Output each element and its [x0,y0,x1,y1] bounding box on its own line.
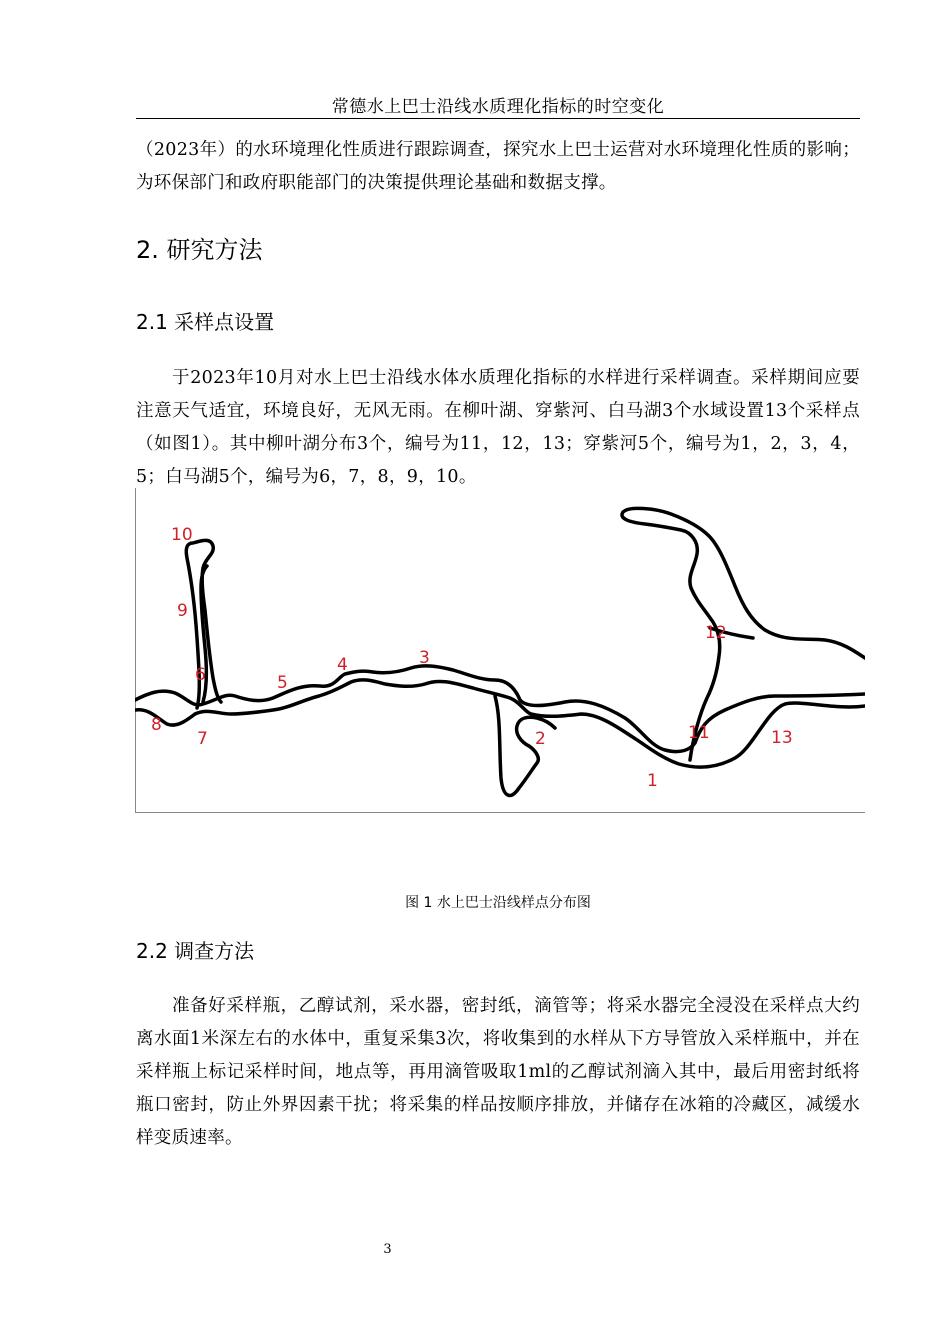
sampling-map-figure [135,488,865,813]
sample-point-9-label: 9 [177,601,188,621]
sample-point-1-label: 1 [647,771,658,791]
sample-point-6-label: 6 [195,665,206,685]
section-heading-methods: 2. 研究方法 [136,236,263,264]
subsection-heading-survey-method: 2.2 调查方法 [136,939,255,963]
page-number: 3 [383,1242,392,1257]
sample-point-7-label: 7 [197,729,208,749]
sample-point-2-label: 2 [535,729,546,749]
sample-point-13-label: 13 [771,728,793,748]
intro-paragraph: （2023年）的水环境理化性质进行跟踪调查，探究水上巴士运营对水环境理化性质的影响；为环保部门和政府职能部门的决策提供理论基础和数据支撑。 [136,140,860,193]
figure-1-caption: 图 1 水上巴士沿线样点分布图 [405,895,591,911]
sample-point-3-label: 3 [419,648,430,668]
sample-point-4-label: 4 [337,655,348,675]
sampling-map [135,488,865,813]
subsection-heading-sampling-sites: 2.1 采样点设置 [136,310,275,334]
sample-point-8-label: 8 [151,715,162,735]
sample-point-11-label: 11 [688,723,710,743]
survey-method-paragraph: 准备好采样瓶，乙醇试剂，采水器，密封纸，滴管等；将采水器完全浸没在采样点大约离水面1米深左右的水体中，重复采集3次，将收集到的水样从下方导管放入采样瓶中，并在采样瓶上标记采样时间，地点等，再用滴管吸取1ml的乙醇试剂滴入其中，最后用密封纸将瓶口密封，防止外界因素干扰；将采集的样品按顺序排放，并储存在冰箱的冷藏区，减缓水样变质速率。 [136,996,860,1148]
sample-point-12-label: 12 [705,623,727,643]
sample-point-10-label: 10 [171,525,193,545]
running-header-title: 常德水上巴士沿线水质理化指标的时空变化 [331,97,665,117]
sampling-sites-paragraph: 于2023年10月对水上巴士沿线水体水质理化指标的水样进行采样调查。采样期间应要注意天气适宜，环境良好，无风无雨。在柳叶湖、穿紫河、白马湖3个水域设置13个采样点（如图1）。其中柳叶湖分布3个，编号为11，12，13；穿紫河5个，编号为1，2，3，4，5；白马湖5个，编号为6，7，8，9，10。 [136,368,860,487]
header-divider [136,118,860,119]
sample-point-5-label: 5 [277,673,288,693]
